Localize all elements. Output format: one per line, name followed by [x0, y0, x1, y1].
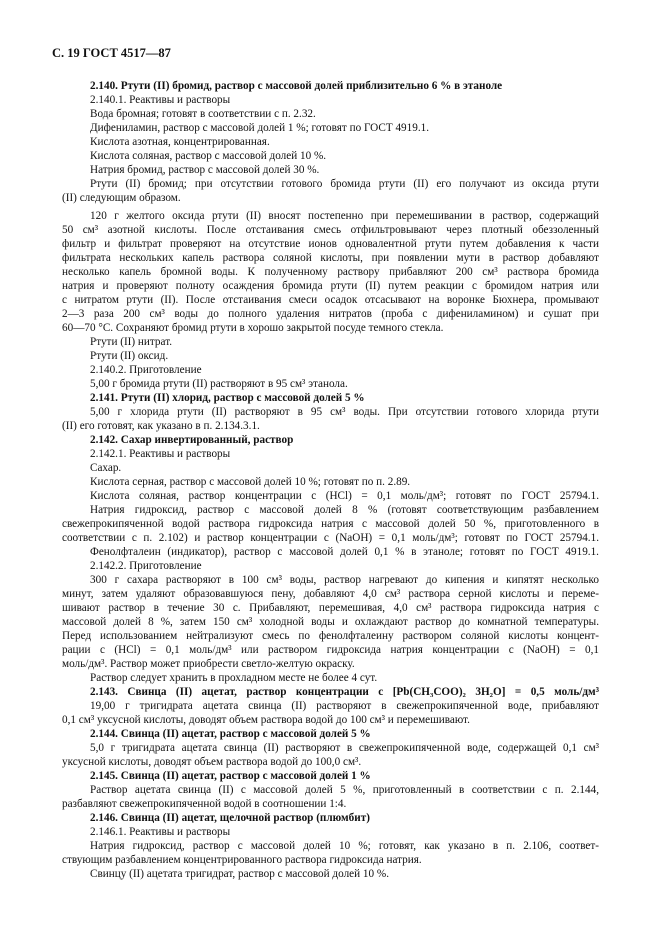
- text-line: 5,0 г тригидрата ацетата свинца (II) растворяют в свежепрокипяченной воде, содержащей 0,1 см³: [90, 742, 599, 754]
- text-line: соответствии с п. 2.102) и раствор концентрации с (NaOH) = 0,1 моль/дм³; готовят по ГОСТ 25794.1.: [62, 532, 599, 544]
- text-line: 60—70 °С. Сохраняют бромид ртути в хорошо закрытой посуде темного стекла.: [62, 322, 444, 334]
- text-line: Свинцу (II) ацетата тригидрат, раствор с массовой долей 10 %.: [90, 868, 390, 880]
- text-line: минут, затем удаляют образовавшуюся пену, добавляют 4,0 см³ раствора серной кислоты и переме-: [62, 588, 599, 600]
- text-line: Перед использованием нейтрализуют смесь по фенолфталеину раствором соляной кислоты концент-: [62, 630, 599, 642]
- text-line: фильтр и фильтрат проверяют на отсутствие ионов одновалентной ртути путем добавления к части: [62, 238, 599, 250]
- text-line: шивают раствор в течение 30 с. Прибавляют, перемешивая, 4,0 см³ раствора гидроксида натрия с: [62, 602, 599, 614]
- text-line: моль/дм³. Раствор может приобрести светло-желтую окраску.: [62, 658, 355, 670]
- text-line: Ртути (II) оксид.: [90, 350, 169, 362]
- text-line: 2.140.2. Приготовление: [90, 364, 202, 376]
- text-line: ствующим разбавлением концентрированного раствора гидроксида натрия.: [62, 854, 422, 866]
- text-line: Дифениламин, раствор с массовой долей 1 %; готовят по ГОСТ 4919.1.: [90, 122, 430, 134]
- text-line: Фенолфталеин (индикатор), раствор с массовой долей 0,1 % в этаноле; готовят по ГОСТ 4919.1.: [90, 546, 599, 558]
- text-line: Кислота соляная, раствор концентрации с (HCl) = 0,1 моль/дм³; готовят по ГОСТ 25794.1.: [90, 490, 599, 502]
- text-line: Натрия гидроксид, раствор с массовой долей 8 % (готовят соответствующим разбавлением: [90, 504, 600, 516]
- text-line: Кислота азотная, концентрированная.: [90, 136, 270, 148]
- section-heading: 2.141. Ртути (II) хлорид, раствор с массовой долей 5 %: [90, 392, 365, 404]
- section-heading: 2.146. Свинца (II) ацетат, щелочной раствор (плюмбит): [90, 812, 370, 824]
- text-line: Ртути (II) бромид; при отсутствии готового бромида ртути (II) его получают из оксида ртути: [90, 178, 600, 190]
- text-line: массовой долей 8 %, затем 150 см³ холодной воды и охлаждают раствор до комнатной температуры.: [62, 616, 599, 628]
- text-line: уксусной кислоты, доводят объем раствора водой до 100,0 см³.: [62, 756, 362, 768]
- text-line: Раствор следует хранить в прохладном месте не более 4 сут.: [90, 672, 378, 684]
- section-heading: 2.140. Ртути (II) бромид, раствор с массовой долей приблизительно 6 % в этаноле: [90, 80, 503, 92]
- text-line: 2.142.2. Приготовление: [90, 560, 202, 572]
- page-header: С. 19 ГОСТ 4517—87: [52, 46, 171, 60]
- text-line: 300 г сахара растворяют в 100 см³ воды, раствор нагревают до кипения и кипятят несколько: [90, 574, 599, 586]
- text-line: 0,1 см³ уксусной кислоты, доводят объем раствора водой до 100 см³ и перемешивают.: [62, 714, 470, 726]
- text-line: разбавляют свежепрокипяченной водой в соотношении 1:4.: [62, 798, 347, 810]
- text-line: Сахар.: [90, 462, 122, 474]
- text-line: 19,00 г тригидрата ацетата свинца (II) растворяют в свежепрокипяченной воде, прибавляют: [90, 700, 599, 712]
- text-line: 2—3 раза 200 см³ воды до полного удаления нитратов (проба с дифениламином) и сушат при: [62, 308, 599, 320]
- text-line: Натрия гидроксид, раствор с массовой долей 10 %; готовят, как указано в п. 2.106, соответ-: [90, 840, 599, 852]
- section-heading: 2.144. Свинца (II) ацетат, раствор с массовой долей 5 %: [90, 728, 371, 740]
- text-line: 2.140.1. Реактивы и растворы: [90, 94, 231, 106]
- text-line: Кислота серная, раствор с массовой долей 10 %; готовят по п. 2.89.: [90, 476, 411, 488]
- text-line: Натрия бромид, раствор с массовой долей 30 %.: [90, 164, 320, 176]
- text-line: Кислота соляная, раствор с массовой долей 10 %.: [90, 150, 327, 162]
- text-line: свежепрокипяченной водой раствора гидроксида натрия с массовой долей 50 %, приготовленного в: [62, 518, 599, 530]
- text-line: с нитратом ртути (II). После отстаивания смеси осадок отсасывают на воронке Бюхнера, промывают: [62, 294, 599, 306]
- text-line: несколько капель бромной воды. К полученному раствору прибавляют 200 см³ раствора бромида: [62, 266, 599, 278]
- section-heading: 2.143. Свинца (II) ацетат, раствор концентрации с [Pb(CH₃COO)₂ 3H₂O] = 0,5 моль/дм³: [90, 686, 599, 698]
- text-line: Ртути (II) нитрат.: [90, 336, 173, 348]
- text-line: 2.146.1. Реактивы и растворы: [90, 826, 231, 838]
- text-line: 2.142.1. Реактивы и растворы: [90, 448, 231, 460]
- text-line: Раствор ацетата свинца (II) с массовой долей 5 %, приготовленный в соответствии с п. 2.144,: [90, 784, 599, 796]
- text-line: 50 см³ азотной кислоты. После отстаивания смесь отфильтровывают через плотный обеззоленный: [62, 224, 599, 236]
- section-heading: 2.145. Свинца (II) ацетат, раствор с массовой долей 1 %: [90, 770, 371, 782]
- text-line: 5,00 г хлорида ртути (II) растворяют в 95 см³ воды. При отсутствии готового хлорида ртути: [90, 406, 599, 418]
- text-line: рации с (HCl) = 0,1 моль/дм³ или раствором гидроксида натрия концентрации с (NaOH) = 0,1: [62, 644, 599, 656]
- text-line: натрия и проверяют полноту осаждения бромида ртути (II) путем реакции с бромидом натрия или: [62, 280, 599, 292]
- text-line: 120 г желтого оксида ртути (II) вносят постепенно при перемешивании в раствор, содержащий: [90, 210, 599, 222]
- text-line: 5,00 г бромида ртути (II) растворяют в 95 см³ этанола.: [90, 378, 348, 390]
- text-line: (II) его готовят, как указано в п. 2.134.3.1.: [62, 420, 260, 432]
- text-line: фильтрата нескольких капель раствора соляной кислоты, при появлении мути в раствор добавляют: [62, 252, 599, 264]
- text-line: (II) следующим образом.: [62, 192, 181, 204]
- section-heading: 2.142. Сахар инвертированный, раствор: [90, 434, 294, 446]
- text-line: Вода бромная; готовят в соответствии с п. 2.32.: [90, 108, 316, 120]
